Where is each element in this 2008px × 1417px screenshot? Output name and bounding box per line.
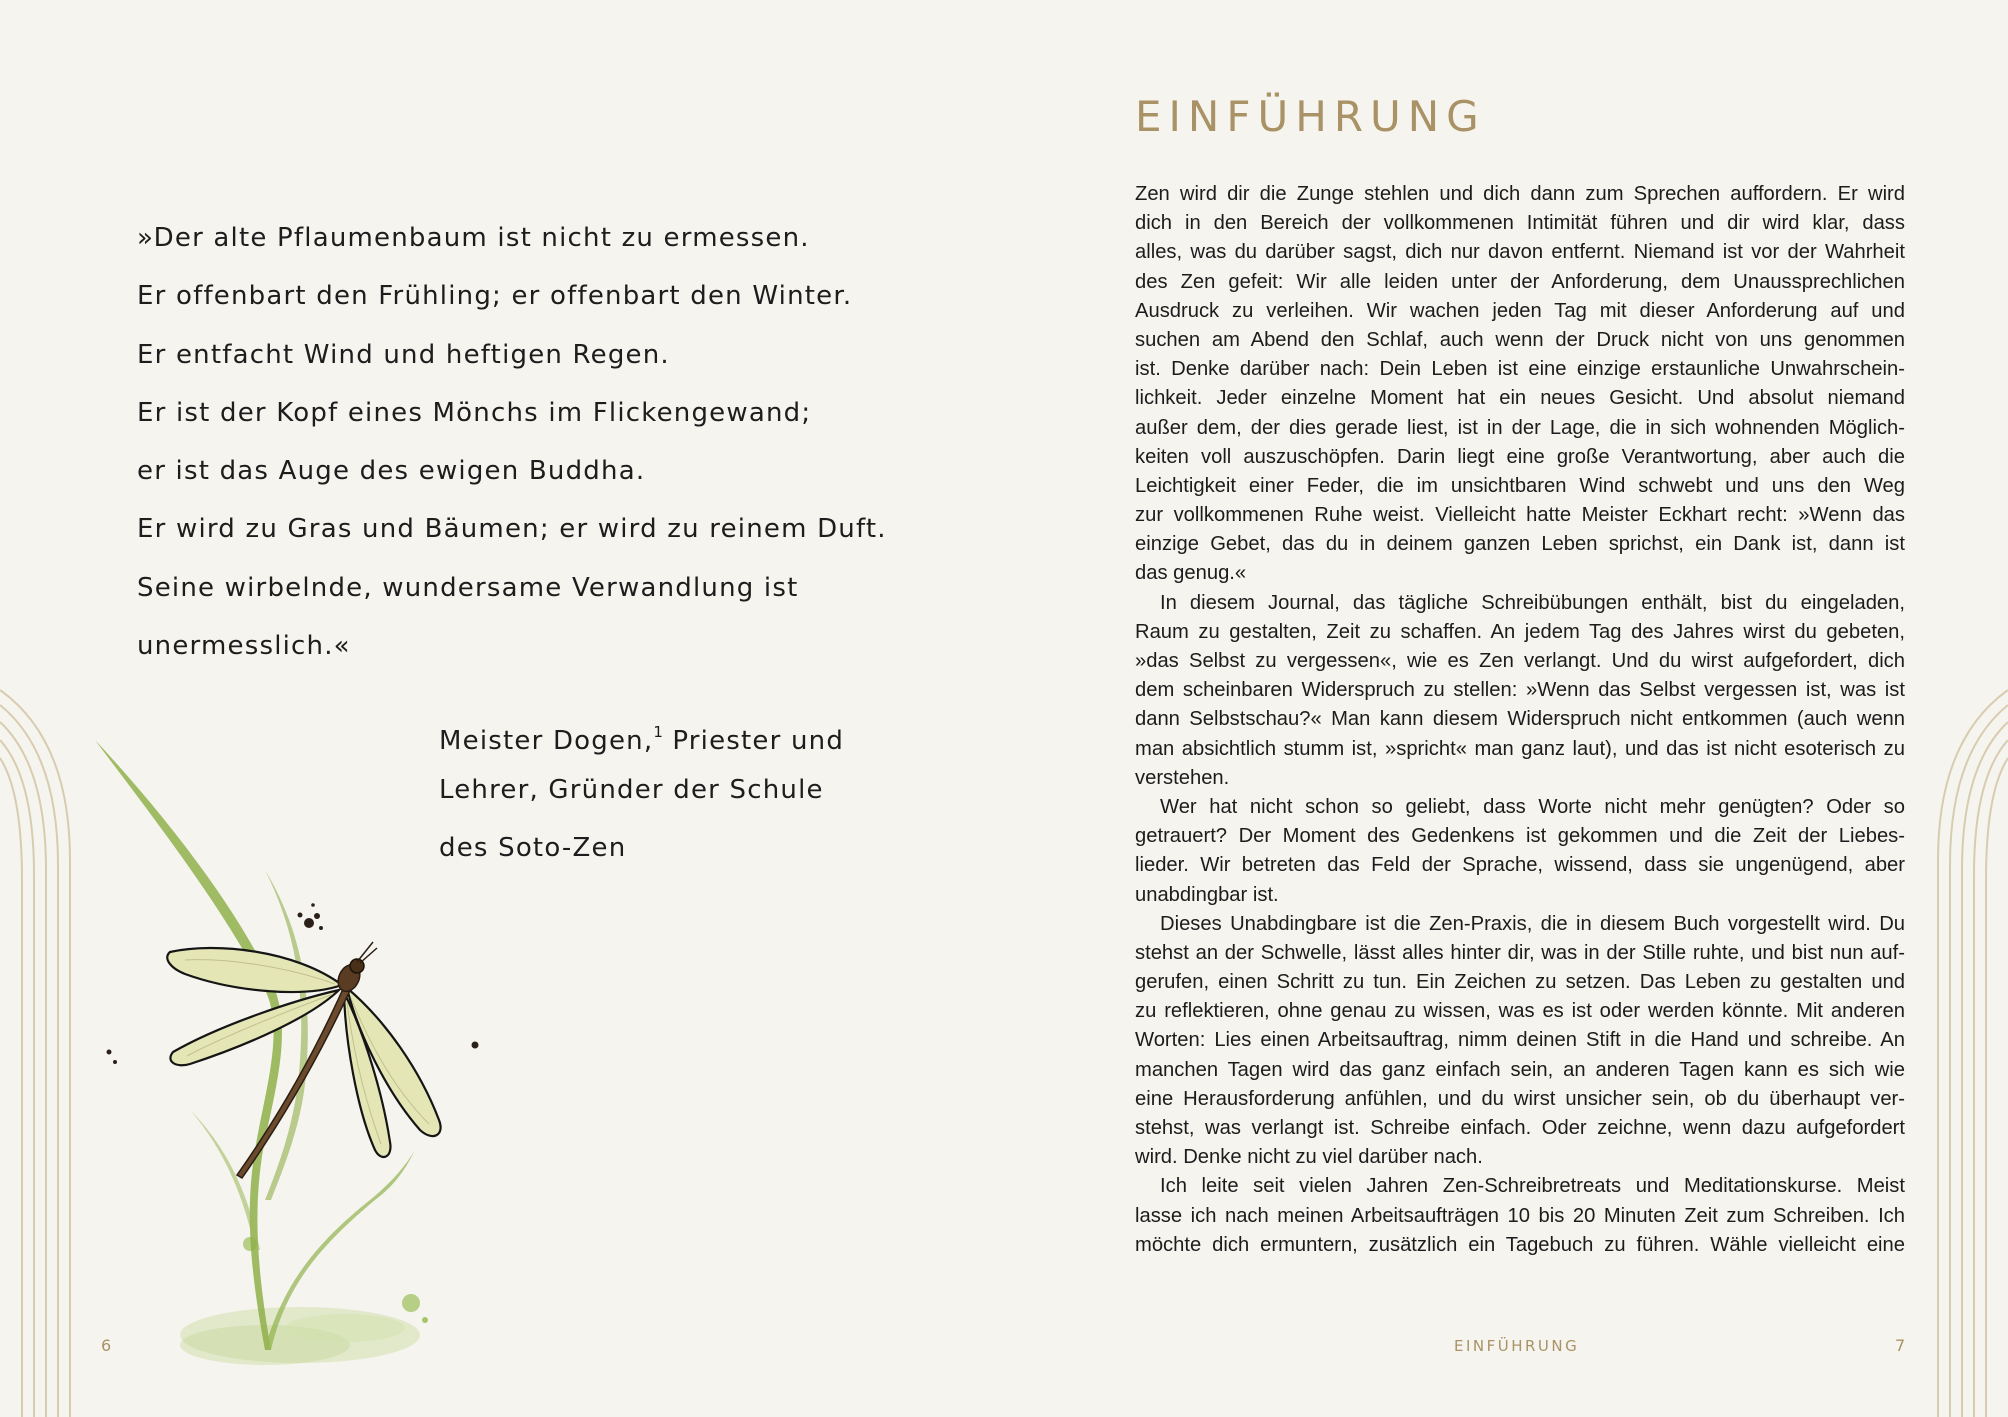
text-line: Ausdruck zu verleihen. Wir wachen jeden Tag mit dieser Anforderung auf und <box>1135 299 1905 322</box>
watercolor-ground <box>180 1237 428 1365</box>
attribution-line: Lehrer, Gründer der Schule <box>439 775 824 805</box>
text-line: außer dem, der dies gerade liest, ist in der Lage, die in sich wohnenden Möglich- <box>1135 416 1905 439</box>
text-line: dem scheinbaren Widerspruch zu stellen: »Wenn das Selbst vergessen ist, was ist <box>1135 679 1905 702</box>
text-line: zur vollkommenen Ruhe weist. Vielleicht hatte Meister Eckhart recht: »Wenn das <box>1135 504 1905 527</box>
text-line: manchen Tagen wird das ganz einfach sein, an anderen Tagen kann es sich wie <box>1135 1058 1905 1081</box>
attribution-line: des Soto-Zen <box>439 833 627 863</box>
body-text <box>1135 180 1905 1260</box>
text-line: einzige Gebet, das du in deinem ganzen Leben sprichst, ein Dank ist, dann ist <box>1135 533 1905 556</box>
attribution-name: Meister Dogen, <box>439 726 654 756</box>
text-line: Ich leite seit vielen Jahren Zen-Schreibretreats und Meditationskurse. Meist <box>1160 1175 1905 1198</box>
text-line: stehst, was verlangt ist. Schreibe einfach. Oder zeichne, wenn dazu aufgefordert <box>1135 1117 1905 1139</box>
dragonfly-illustration <box>95 730 495 1380</box>
paragraph <box>1135 793 1905 910</box>
quote-attribution <box>439 714 939 888</box>
text-line: »das Selbst zu vergessen«, wie es Zen verlangt. Und du wirst aufgefordert, dich <box>1135 650 1905 672</box>
quote-line: Seine wirbelnde, wundersame Verwandlung ist <box>137 572 799 603</box>
text-line: möchte dich ermuntern, zusätzlich ein Tagebuch zu führen. Wähle vielleicht eine <box>1135 1233 1905 1256</box>
quote-line: Er offenbart den Frühling; er offenbart den Winter. <box>137 281 853 312</box>
paragraph <box>1135 180 1905 589</box>
page-number-left: 6 <box>101 1336 112 1355</box>
text-line: In diesem Journal, das tägliche Schreibübungen enthält, bist du eingeladen, <box>1160 591 1905 614</box>
text-line: keiten voll auszuschöpfen. Darin liegt eine große Verantwortung, aber auch die <box>1135 445 1905 468</box>
paragraph <box>1135 589 1905 793</box>
running-head: EINFÜHRUNG <box>1454 1337 1580 1355</box>
text-line: Zen wird dir die Zunge stehlen und dich dann zum Sprechen auffordern. Er wird <box>1135 183 1905 205</box>
text-line: verstehen. <box>1135 766 1230 789</box>
text-line: alles, was du darüber sagst, dich nur davon entfernt. Niemand ist vor der Wahrheit <box>1135 241 1905 264</box>
page-number-right: 7 <box>1895 1336 1906 1355</box>
footnote-marker[interactable]: 1 <box>653 723 663 741</box>
text-line: eine Herausforderung anfühlen, und du wirst unsicher sein, ob du überhaupt ver- <box>1135 1087 1905 1110</box>
text-line: dann Selbstschau?« Man kann diesem Widerspruch nicht entkommen (auch wenn <box>1135 708 1905 731</box>
text-line: unabdingbar ist. <box>1135 883 1279 906</box>
text-line: dich in den Bereich der vollkommenen Intimität führen und dir wird klar, dass <box>1135 212 1905 235</box>
text-line: Dieses Unabdingbare ist die Zen-Praxis, die in diesem Buch vorgestellt wird. Du <box>1160 912 1905 935</box>
paragraph <box>1135 910 1905 1173</box>
text-line: zu reflektieren, ohne genau zu wissen, was es ist oder werden könnte. Mit anderen <box>1135 1000 1905 1023</box>
text-line: Wer hat nicht schon so geliebt, dass Worte nicht mehr genügten? Oder so <box>1160 795 1905 818</box>
text-line: lichkeit. Jeder einzelne Moment hat ein neues Gesicht. Und absolut niemand <box>1135 387 1905 410</box>
quote-line: Er entfacht Wind und heftigen Regen. <box>137 339 670 370</box>
attribution-line <box>439 714 939 772</box>
text-line: lieder. Wir betreten das Feld der Sprache, wissend, dass sie ungenügend, aber <box>1135 854 1905 877</box>
quote-line: Er wird zu Gras und Bäumen; er wird zu reinem Duft. <box>137 514 887 545</box>
chapter-title: EINFÜHRUNG <box>1135 92 1486 141</box>
text-line: des Zen gefeit: Wir alle leiden unter der Anforderung, dem Unaussprechlichen <box>1135 270 1905 293</box>
text-line: suchen am Abend den Schlaf, auch wenn der Druck nicht von uns genommen <box>1135 328 1905 351</box>
text-line: gerufen, einen Schritt zu tun. Ein Zeichen zu setzen. Das Leben zu gestalten und <box>1135 971 1905 994</box>
quote-line: unermesslich.« <box>137 631 351 662</box>
text-line: wird. Denke nicht zu viel darüber nach. <box>1135 1146 1483 1169</box>
poem-quote <box>137 220 897 686</box>
text-line: man absichtlich stumm ist, »spricht« man ganz laut), und das ist nicht esoterisch zu <box>1135 737 1905 760</box>
quote-line: er ist das Auge des ewigen Buddha. <box>137 456 646 487</box>
text-line: lasse ich nach meinen Arbeitsaufträgen 10 bis 20 Minuten Zeit zum Schreiben. Ich <box>1135 1204 1905 1227</box>
text-line: das genug.« <box>1135 562 1247 585</box>
attribution-rest: Priester und <box>662 726 845 756</box>
quote-line: »Der alte Pflaumenbaum ist nicht zu ermessen. <box>137 223 810 253</box>
paragraph <box>1135 1172 1905 1260</box>
text-line: stehst an der Schwelle, lässt alles hinter dir, was in der Stille ruhte, und bist nun auf- <box>1135 941 1905 964</box>
text-line: getrauert? Der Moment des Gedenkens ist gekommen und die Zeit der Liebes- <box>1135 825 1905 848</box>
text-line: Worten: Lies einen Arbeitsauftrag, nimm deinen Stift in die Hand und schreibe. An <box>1135 1029 1905 1052</box>
text-line: Leichtigkeit einer Feder, die im unsichtbaren Wind schwebt und uns den Weg <box>1135 474 1905 497</box>
text-line: ist. Denke darüber nach: Dein Leben ist eine einzige erstaunliche Unwahrschein- <box>1135 358 1905 381</box>
text-line: Raum zu gestalten, Zeit zu schaffen. An jedem Tag des Jahres wirst du gebeten, <box>1135 620 1905 643</box>
quote-line: Er ist der Kopf eines Mönchs im Flickengewand; <box>137 397 812 428</box>
